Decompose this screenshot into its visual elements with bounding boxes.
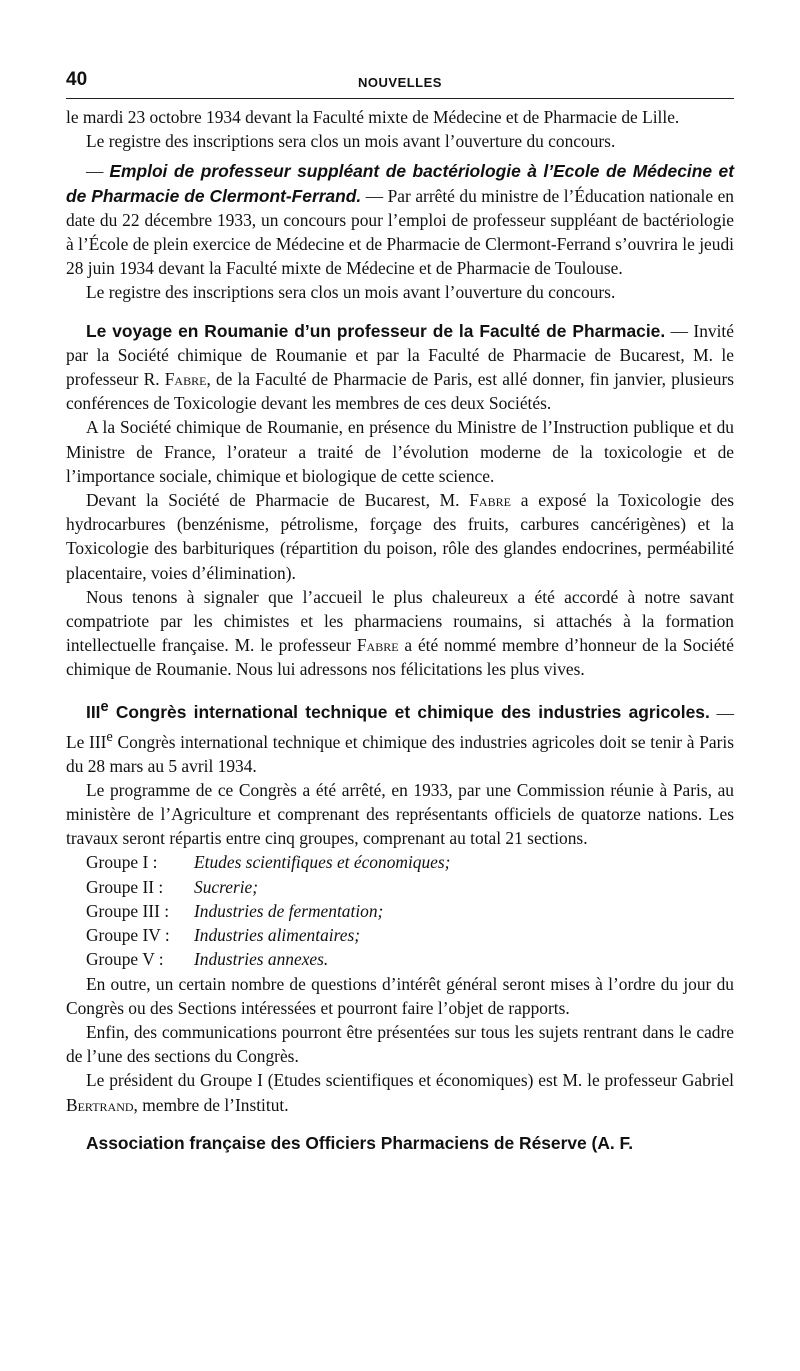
paragraph: Enfin, des communications pourront être présentées sur tous les sujets rentrant dans le cadre de l’une des sections du Congrès.: [66, 1021, 734, 1067]
section-heading: Association française des Officiers Pharmaciens de Réserve (A. F.: [86, 1132, 634, 1153]
news-item-bacteriology: — Emploi de professeur suppléant de bactériologie à l’Ecole de Médecine et de Pharmacie de Clermont-Ferrand. — Par arrêté du ministre de l’Éducation nationale en date du 22 décembre 1933, un concours pour l’emploi de professeur suppléant de bactériologie à l’École de plein exercice de Médecine et de Pharmacie de Clermont-Ferrand s’ouvrira le jeudi 28 juin 1934 devant la Faculté mixte de Médecine et de Pharmacie de Toulouse.: [66, 161, 734, 279]
section-heading: Le voyage en Roumanie d’un professeur de la Faculté de Pharmacie.: [86, 320, 666, 341]
page-number: 40: [66, 69, 88, 90]
list-item: Groupe III : Industries de fermentation;: [86, 900, 384, 921]
header-rule: [66, 98, 734, 99]
document-page: [66, 64, 734, 1155]
person-name: Fabre: [469, 490, 511, 511]
person-name: Fabre: [356, 635, 399, 656]
group-list: [66, 850, 734, 971]
news-item-congres: IIIe Congrès international technique et chimique des industries agricoles. — Le IIIe Congrès international technique et chimique des industries agricoles doit se tenir à Paris du 28 mars au 5 avril 1934.: [66, 699, 734, 776]
paragraph: En outre, un certain nombre de questions d’intérêt général seront mises à l’ordre du jour du Congrès ou des Sections intéressées et pourront faire l’objet de rapports.: [66, 973, 734, 1018]
news-item-roumanie: Le voyage en Roumanie d’un professeur de la Faculté de Pharmacie. — Invité par la Société chimique de Roumanie et par la Faculté de Pharmacie de Bucarest, M. le professeur R. Fabre, de la Faculté de Pharmacie de Paris, est allé donner, fin janvier, plusieurs conférences de Toxicologie devant les membres de ces deux Sociétés.: [66, 320, 735, 414]
paragraph: Nous tenons à signaler que l’accueil le plus chaleureux a été accordé à notre savant compatriote par les chimistes et les pharmaciens roumains, si attachés à la formation intellectuelle française. M. le professeur Fabre a été nommé membre d’honneur de la Société chimique de Roumanie. Nous lui adressons nos félicitations les plus vives.: [66, 586, 734, 680]
news-item-association: [66, 1131, 734, 1155]
paragraph: le mardi 23 octobre 1934 devant la Faculté mixte de Médecine et de Pharmacie de Lille.: [66, 107, 680, 127]
list-item: Groupe IV : Industries alimentaires;: [86, 925, 361, 946]
section-heading: Emploi de professeur suppléant de bactériologie à l’Ecole de Médecine et de Pharmacie de Clermont-Ferrand.: [66, 161, 734, 206]
list-item: Groupe II : Sucrerie;: [86, 876, 259, 897]
person-name: Fabre: [164, 369, 207, 390]
person-name: Bertrand: [66, 1094, 134, 1115]
paragraph: Le registre des inscriptions sera clos un mois avant l’ouverture du concours.: [86, 131, 616, 152]
running-title: NOUVELLES: [358, 75, 442, 90]
paragraph: Le registre des inscriptions sera clos un mois avant l’ouverture du concours.: [86, 282, 616, 303]
paragraph: Le programme de ce Congrès a été arrêté, en 1933, par une Commission réunie à Paris, au ministère de l’Agriculture et comprenant des représentants officiels de quatorze nations. Les travaux seront répartis entre cinq groupes, comprenant au total 21 sections.: [66, 779, 734, 849]
paragraph: Le président du Groupe I (Etudes scientifiques et économiques) est M. le professeur Gabriel Bertrand, membre de l’Institut.: [66, 1070, 734, 1115]
paragraph: Devant la Société de Pharmacie de Bucarest, M. Fabre a exposé la Toxicologie des hydrocarbures (benzénisme, pétrolisme, forçage des fruits, carbures cancérigènes) et la Toxicologie des barbituriques (répartition du poison, rôle des glandes endocrines, perméabilité placentaire, voies d’élimination).: [66, 490, 734, 583]
section-heading: IIIe Congrès international technique et chimique des industries agricoles.: [86, 699, 710, 723]
paragraph: A la Société chimique de Roumanie, en présence du Ministre de l’Instruction publique et du Ministre de France, l’orateur a traité de l’évolution moderne de la toxicologie et de l’importance sociale, chimique et biologique de cette science.: [66, 417, 734, 486]
list-item: Groupe V : Industries annexes.: [86, 949, 329, 970]
page-header: [66, 64, 734, 94]
list-item: Groupe I : Etudes scientifiques et économiques;: [86, 852, 451, 873]
